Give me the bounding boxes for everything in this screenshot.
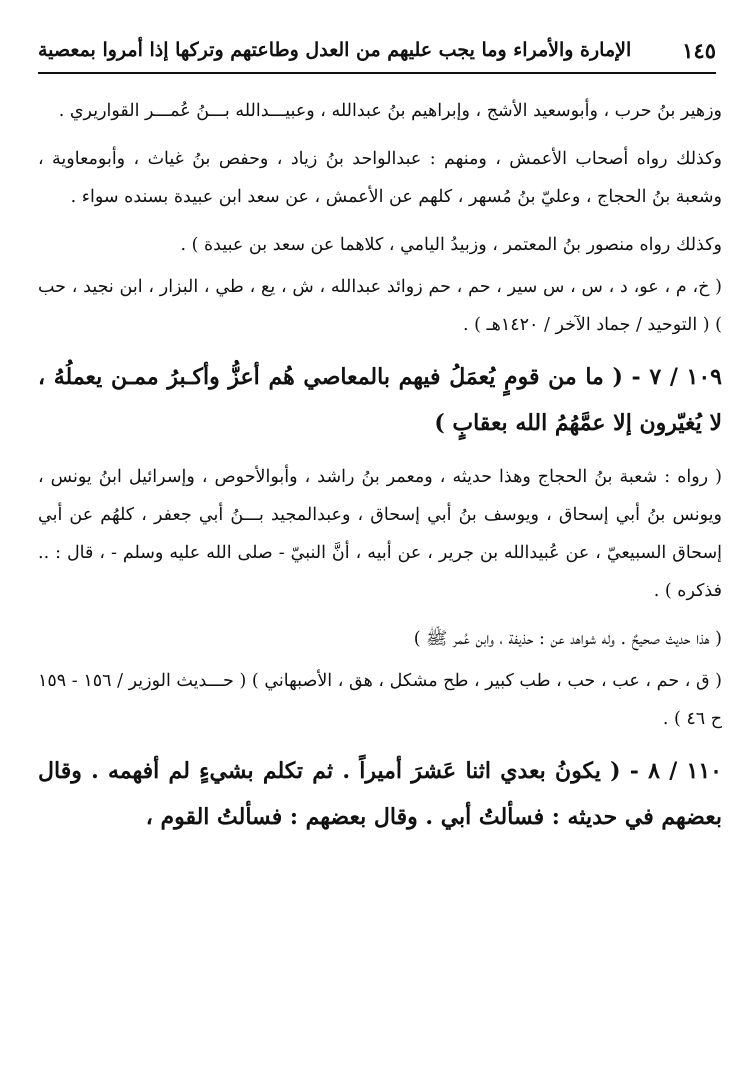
paragraph-sources-108: ( خ، م ، عو، د ، س ، س سير ، حم ، حم زوائد عبدالله ، ش ، يع ، طي ، البزار ، ابن نجيد ، حب ) ( التوحيد / جماد الآخر / ١٤٢٠هـ ) .: [38, 277, 722, 335]
paragraph-sources-109: ( ق ، حم ، عب ، حب ، طب كبير ، طح مشكل ، هق ، الأصبهاني ) ( حـــديث الوزير / ١٥٦ - ١٥٩ ح ٤٦ ) .: [38, 671, 722, 729]
running-title: الإمارة والأمراء وما يجب عليهم من العدل وطاعتهم وتركها إذا أمروا بمعصية: [38, 39, 632, 61]
paragraph-mansour: وكذلك رواه منصور بنُ المعتمر ، وزبيدُ اليامي ، كلاهما عن سعد بن عبيدة ) .: [180, 235, 722, 255]
hadith-heading-110: ١١٠ / ٨ - ( يكونُ بعدي اثنا عَشرَ أميراً . ثم تكلم بشيءٍ لم أفهمه . وقال بعضهم في حديثه : فسألتُ أبي . وقال بعضهم : فسألتُ القوم ،: [38, 758, 722, 830]
paragraph-grading-109: ( هذا حديث صحيحٌ . وله شواهد عن : حذيفة ، وابن عُمر ﷺ ): [413, 629, 722, 649]
paragraph-narration-109: ( رواه : شعبة بنُ الحجاج وهذا حديثه ، ومعمر بنُ راشد ، وأبوالأحوص ، وإسرائيل ابنُ يونس ، ويونس بنُ أبي إسحاق ، ويوسف بنُ أبي إسحاق ، وعبدالمجيد بـــنُ أبي جعفر ، كلهُم عن أبي إسحاق السبيعيّ ، عن عُبيدالله بن جرير ، عن أبيه ، أنَّ النبيّ - صلى الله عليه وسلم - ، قال : .. فذكره ) .: [38, 467, 722, 601]
paragraph-amash-companions: وكذلك رواه أصحاب الأعمش ، ومنهم : عبدالواحد بنُ زياد ، وحفص بنُ غياث ، وأبومعاوية ، وشعبة بنُ الحجاج ، وعليّ بنُ مُسهر ، كلهم عن الأعمش ، عن سعد ابن عبيدة بسنده سواء .: [38, 149, 722, 207]
page-body: [38, 92, 722, 852]
hadith-heading-109: ١٠٩ / ٧ - ( ما من قومٍ يُعمَلُ فيهم بالمعاصي هُم أعزُّ وأكـبرُ ممـن يعملُهُ ، لا يُغيّرون إلا عمَّهُمُ الله بعقابٍ ): [38, 364, 722, 436]
paragraph-narrators: وزهير بنُ حرب ، وأبوسعيد الأشج ، وإبراهيم بنُ عبدالله ، وعبيـــدالله بـــنُ عُمـــر القواريري .: [58, 101, 722, 121]
page-number: ١٤٥: [682, 37, 716, 63]
header-rule: [38, 72, 716, 74]
page-header: [38, 30, 716, 70]
